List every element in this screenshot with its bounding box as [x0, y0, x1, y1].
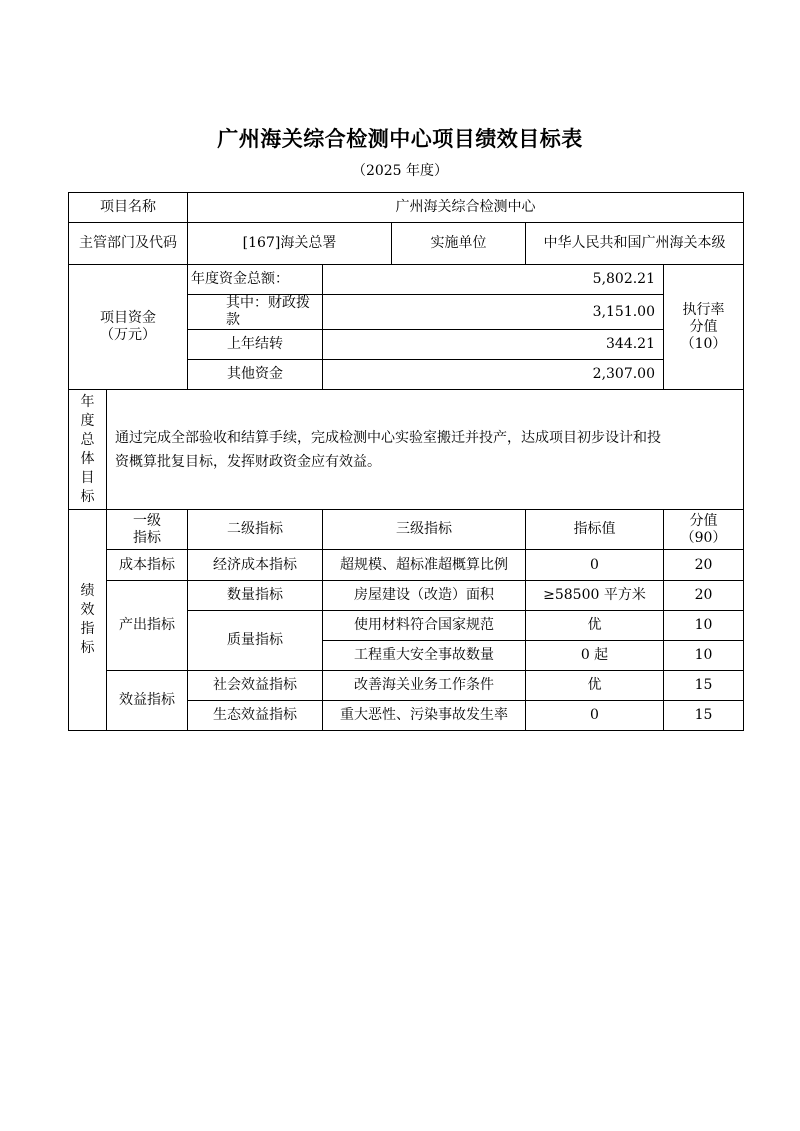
funds-total-label: 年度资金总额：: [188, 265, 323, 295]
funds-carryover-label: 上年结转: [188, 330, 323, 360]
benefit-eco-level3: 重大恶性、污染事故发生率: [323, 701, 526, 731]
benefit-social-score: 15: [664, 671, 744, 701]
project-name-label: 项目名称: [69, 193, 188, 223]
execution-rate-score: [664, 265, 744, 390]
output-level1: 产出指标: [107, 581, 188, 671]
output-quantity-value: ≥58500 平方米: [526, 581, 664, 611]
indicators-label-char: 指: [80, 621, 95, 637]
header-score-line2: （90）: [680, 529, 727, 546]
indicators-label: [69, 510, 107, 731]
cost-value: 0: [526, 550, 664, 581]
execution-rate-line1: 执行率: [682, 301, 725, 318]
header-level1: [107, 510, 188, 550]
benefit-level1: 效益指标: [107, 671, 188, 731]
funds-fiscal-value: 3,151.00: [323, 295, 664, 330]
objective-text-line1: 通过完成全部验收和结算手续，完成检测中心实验室搬迁并投产，达成项目初步设计和投: [115, 429, 661, 446]
output-quality-level3-2: 工程重大安全事故数量: [323, 641, 526, 671]
indicators-label-char: 标: [80, 640, 95, 656]
header-score-line1: 分值: [689, 512, 718, 529]
output-quality-value-1: 优: [526, 611, 664, 641]
benefit-eco-level2: 生态效益指标: [188, 701, 323, 731]
output-quality-value-2: 0 起: [526, 641, 664, 671]
objective-label-char: 总: [80, 431, 95, 448]
indicators-header-row: [69, 510, 744, 550]
benefit-social-row: [69, 671, 744, 701]
benefit-social-value: 优: [526, 671, 664, 701]
page-subtitle: （2025 年度）: [351, 163, 449, 179]
cost-indicator-row: [69, 550, 744, 581]
cost-score: 20: [664, 550, 744, 581]
header-level1-line2: 指标: [133, 529, 161, 546]
objective-label-char: 体: [80, 450, 95, 467]
output-quality-score-2: 10: [664, 641, 744, 671]
funds-other-label: 其他资金: [188, 360, 323, 390]
header-level3: 三级指标: [323, 510, 526, 550]
funds-fiscal-label: 其中：财政拨款: [188, 295, 323, 330]
funds-label: [69, 265, 188, 390]
indicators-label-char: 效: [80, 602, 95, 618]
funds-carryover-value: 344.21: [323, 330, 664, 360]
objective-label-char: 年: [80, 393, 95, 410]
objective-label-char: 目: [80, 469, 95, 486]
department-row: [69, 223, 744, 265]
objective-text: [107, 390, 744, 510]
output-quantity-score: 20: [664, 581, 744, 611]
output-quality-level2: 质量指标: [188, 611, 323, 671]
department-value: [167]海关总署: [188, 223, 392, 265]
benefit-social-level2: 社会效益指标: [188, 671, 323, 701]
objective-text-line2: 资概算批复目标，发挥财政资金应有效益。: [115, 453, 381, 470]
funds-label-line2: （万元）: [100, 327, 156, 343]
execution-rate-line3: （10）: [680, 335, 727, 352]
objective-label-char: 度: [80, 412, 95, 429]
output-quantity-level3: 房屋建设（改造）面积: [323, 581, 526, 611]
header-level1-line1: 一级: [133, 512, 161, 529]
indicators-label-char: 绩: [80, 583, 95, 599]
department-label: 主管部门及代码: [69, 223, 188, 265]
funds-label-line1: 项目资金: [100, 310, 156, 326]
execution-rate-line2: 分值: [689, 318, 718, 335]
project-name-row: [69, 193, 744, 223]
output-quantity-level2: 数量指标: [188, 581, 323, 611]
output-quantity-row: [69, 581, 744, 611]
benefit-eco-score: 15: [664, 701, 744, 731]
output-quality-score-1: 10: [664, 611, 744, 641]
cost-level1: 成本指标: [107, 550, 188, 581]
header-score: [664, 510, 744, 550]
performance-target-table: [68, 192, 744, 731]
objective-label: [69, 390, 107, 510]
page-title: 广州海关综合检测中心项目绩效目标表: [217, 127, 583, 151]
funds-row-total: [69, 265, 744, 295]
implementing-unit-value: 中华人民共和国广州海关本级: [526, 223, 744, 265]
project-name-value: 广州海关综合检测中心: [188, 193, 744, 223]
output-quality-level3-1: 使用材料符合国家规范: [323, 611, 526, 641]
benefit-social-level3: 改善海关业务工作条件: [323, 671, 526, 701]
header-value: 指标值: [526, 510, 664, 550]
funds-total-value: 5,802.21: [323, 265, 664, 295]
header-level2: 二级指标: [188, 510, 323, 550]
objective-label-char: 标: [80, 488, 95, 505]
cost-level3: 超规模、超标准超概算比例: [323, 550, 526, 581]
objective-row: [69, 390, 744, 510]
cost-level2: 经济成本指标: [188, 550, 323, 581]
implementing-unit-label: 实施单位: [392, 223, 526, 265]
benefit-eco-value: 0: [526, 701, 664, 731]
funds-other-value: 2,307.00: [323, 360, 664, 390]
